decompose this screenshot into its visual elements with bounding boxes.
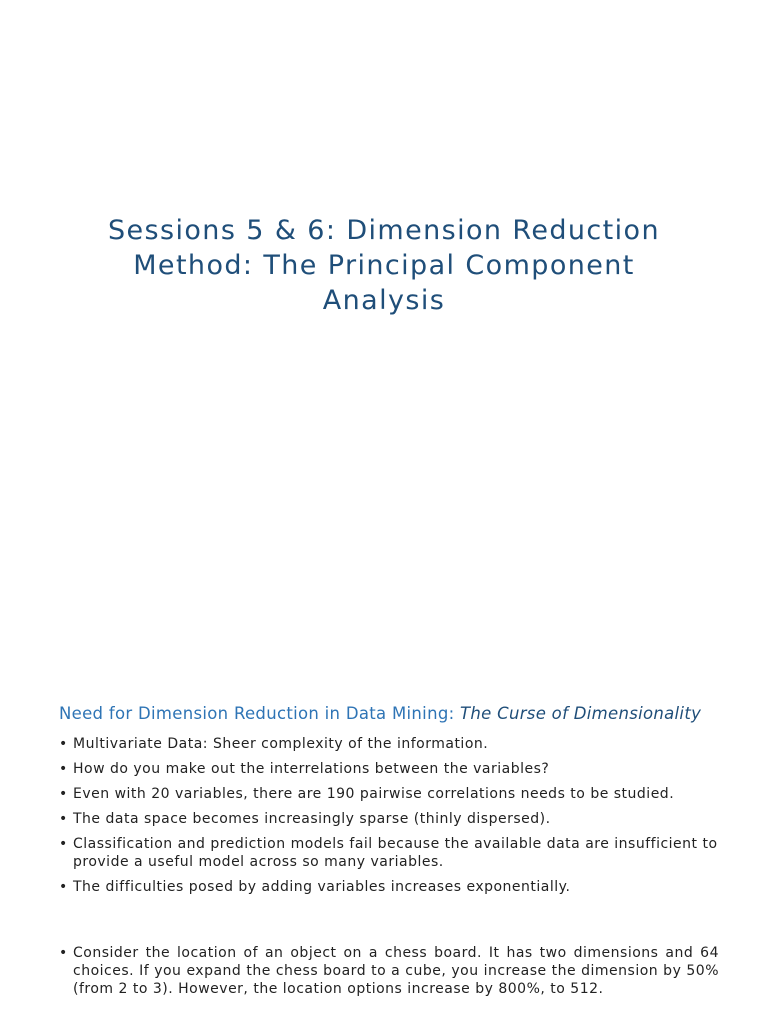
section-heading-emphasis: The Curse of Dimensionality	[460, 704, 702, 723]
list-item	[59, 878, 719, 896]
list-item	[59, 760, 719, 778]
bullet-dot: •	[59, 786, 68, 802]
bullet-dot: •	[59, 811, 68, 827]
bullet-text: The difficulties posed by adding variables increases exponentially.	[73, 879, 571, 895]
bullet-dot: •	[59, 761, 68, 777]
slide-title-line-1: Sessions 5 & 6: Dimension Reduction	[108, 215, 660, 246]
list-item	[59, 835, 719, 871]
section-heading	[59, 703, 749, 725]
list-item	[59, 735, 719, 753]
bullet-text: Multivariate Data: Sheer complexity of the information.	[73, 736, 489, 752]
bullet-text: The data space becomes increasingly sparse (thinly dispersed).	[73, 811, 551, 827]
bullet-dot: •	[59, 945, 68, 961]
bullet-dot: •	[59, 736, 68, 752]
slide-title-line-3: Analysis	[322, 285, 446, 316]
bullet-text: Even with 20 variables, there are 190 pairwise correlations needs to be studied.	[73, 786, 675, 802]
list-item	[59, 810, 719, 828]
list-item	[59, 785, 719, 803]
section-heading-text: Need for Dimension Reduction in Data Mining:	[59, 704, 460, 723]
slide-title-line-2: Method: The Principal Component	[133, 250, 635, 281]
slide-title	[60, 213, 708, 318]
bullet-list	[59, 735, 719, 903]
bullet-dot: •	[59, 836, 68, 852]
list-item	[59, 944, 719, 998]
example-bullet-list	[59, 944, 719, 998]
bullet-text: Classification and prediction models fail because the available data are insufficient to provide a useful model across so many variables.	[73, 836, 718, 870]
bullet-dot: •	[59, 879, 68, 895]
bullet-text: Consider the location of an object on a chess board. It has two dimensions and 64 choices. If you expand the chess board to a cube, you increase the dimension by 50% (from 2 to 3). However, the location options increase by 800%, to 512.	[73, 945, 719, 997]
bullet-text: How do you make out the interrelations between the variables?	[73, 761, 550, 777]
